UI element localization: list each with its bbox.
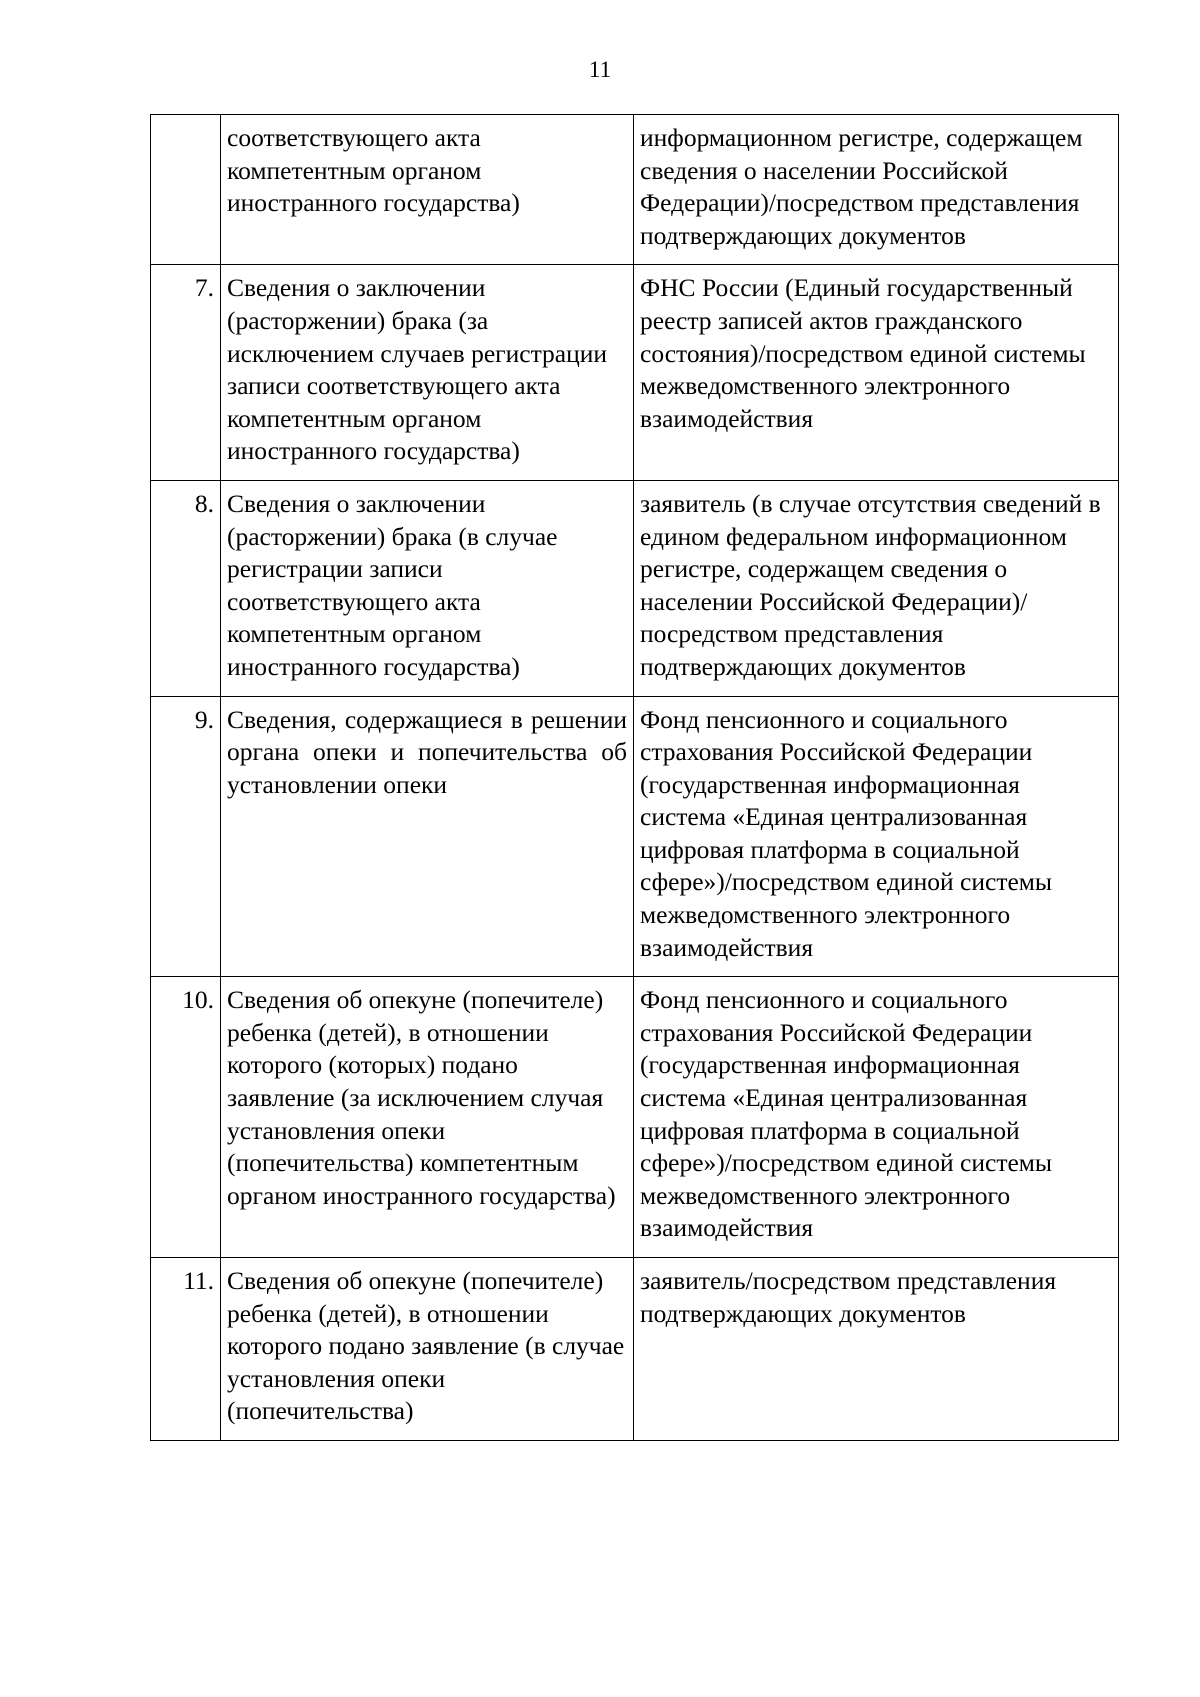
information-source: заявитель/посредством представления подтверждающих документов — [634, 1258, 1119, 1441]
information-source: информационном регистре, содержащем сведения о населении Российской Федерации)/посредством представления подтверждающих документов — [634, 115, 1119, 265]
page-number: 11 — [588, 57, 612, 82]
table-row — [151, 115, 1119, 265]
table-row — [151, 265, 1119, 481]
row-number: 10. — [151, 977, 221, 1258]
row-number: 11. — [151, 1258, 221, 1441]
table-row — [151, 1258, 1119, 1441]
row-number: 7. — [151, 265, 221, 481]
information-source: Фонд пенсионного и социального страхования Российской Федерации (государственная информационная система «Единая централизованная цифровая платформа в социальной сфере»)/посредством единой системы межведомственного электронного взаимодействия — [634, 696, 1119, 977]
table-row — [151, 977, 1119, 1258]
documents-table — [150, 114, 1119, 1441]
table-row — [151, 480, 1119, 696]
information-name: соответствующего акта компетентным органом иностранного государства) — [221, 115, 634, 265]
information-name: Сведения о заключении (расторжении) брака (за исключением случаев регистрации записи соответствующего акта компетентным органом иностранного государства) — [221, 265, 634, 481]
information-source: заявитель (в случае отсутствия сведений в едином федеральном информационном регистре, содержащем сведения о населении Российской Федерации)/посредством представления подтверждающих документов — [634, 480, 1119, 696]
row-number — [151, 115, 221, 265]
table-row — [151, 696, 1119, 977]
information-name: Сведения, содержащиеся в решении органа опеки и попечительства об установлении опеки — [221, 696, 634, 977]
row-number: 8. — [151, 480, 221, 696]
information-name: Сведения о заключении (расторжении) брака (в случае регистрации записи соответствующего акта компетентным органом иностранного государства) — [221, 480, 634, 696]
information-source: Фонд пенсионного и социального страхования Российской Федерации (государственная информационная система «Единая централизованная цифровая платформа в социальной сфере»)/посредством единой системы межведомственного электронного взаимодействия — [634, 977, 1119, 1258]
information-source: ФНС России (Единый государственный реестр записей актов гражданского состояния)/посредством единой системы межведомственного электронного взаимодействия — [634, 265, 1119, 481]
information-name: Сведения об опекуне (попечителе) ребенка (детей), в отношении которого (которых) подано заявление (за исключением случая установления опеки (попечительства) компетентным органом иностранного государства) — [221, 977, 634, 1258]
row-number: 9. — [151, 696, 221, 977]
information-name: Сведения об опекуне (попечителе) ребенка (детей), в отношении которого подано заявление (в случае установления опеки (попечительства) — [221, 1258, 634, 1441]
